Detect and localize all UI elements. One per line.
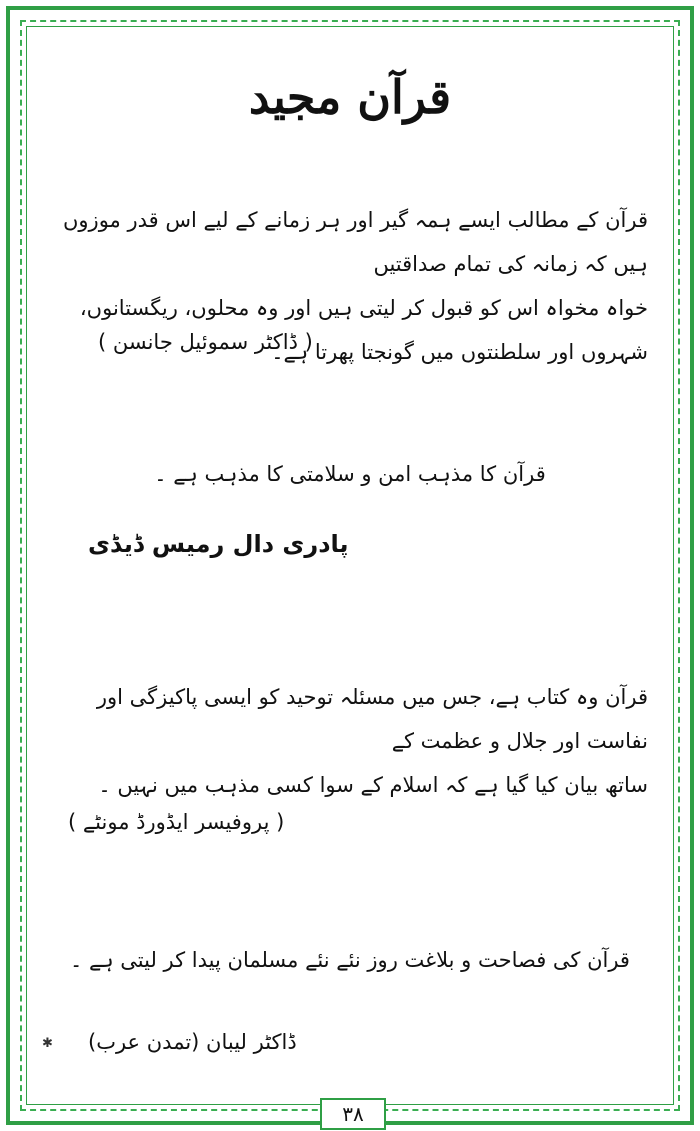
quote-2-line-1: قرآن کا مذہب امن و سلامتی کا مذہب ہے ۔ <box>154 462 546 486</box>
page-number: ۳۸ <box>320 1098 386 1130</box>
quote-3 <box>48 675 648 807</box>
page-content <box>28 30 672 1100</box>
footnote-mark-icon: ✱ <box>42 1036 53 1051</box>
quote-1-line-2: خواہ مخواہ اس کو قبول کر لیتی ہیں اور وہ محلوں، ریگستانوں، شہروں اور سلطنتوں میں گونجتا پھرتا ہے۔ <box>79 296 648 364</box>
quote-2-author: پادری دال رمیس ڈیڈی <box>88 530 349 558</box>
quote-4-author: ڈاکٹر لیبان (تمدن عرب) <box>88 1030 297 1054</box>
quote-1-line-1: قرآن کے مطالب ایسے ہمہ گیر اور ہر زمانے کے لیے اس قدر موزوں ہیں کہ زمانہ کی تمام صداقتیں <box>62 208 648 276</box>
quote-3-line-2: ساتھ بیان کیا گیا ہے کہ اسلام کے سوا کسی مذہب میں نہیں ۔ <box>98 773 648 797</box>
quote-4-line-1: قرآن کی فصاحت و بلاغت روز نئے نئے مسلمان پیدا کر لیتی ہے ۔ <box>70 948 630 972</box>
page-title: قرآن مجید <box>248 70 452 124</box>
quote-3-author: ( پروفیسر ایڈورڈ مونٹے ) <box>68 810 285 834</box>
quote-4 <box>28 938 672 982</box>
quote-1-author: ( ڈاکٹر سموئیل جانسن ) <box>98 330 313 354</box>
quote-3-line-1: قرآن وہ کتاب ہے، جس میں مسئلہ توحید کو ایسی پاکیزگی اور نفاست اور جلال و عظمت کے <box>96 685 648 753</box>
quote-2 <box>28 452 672 496</box>
